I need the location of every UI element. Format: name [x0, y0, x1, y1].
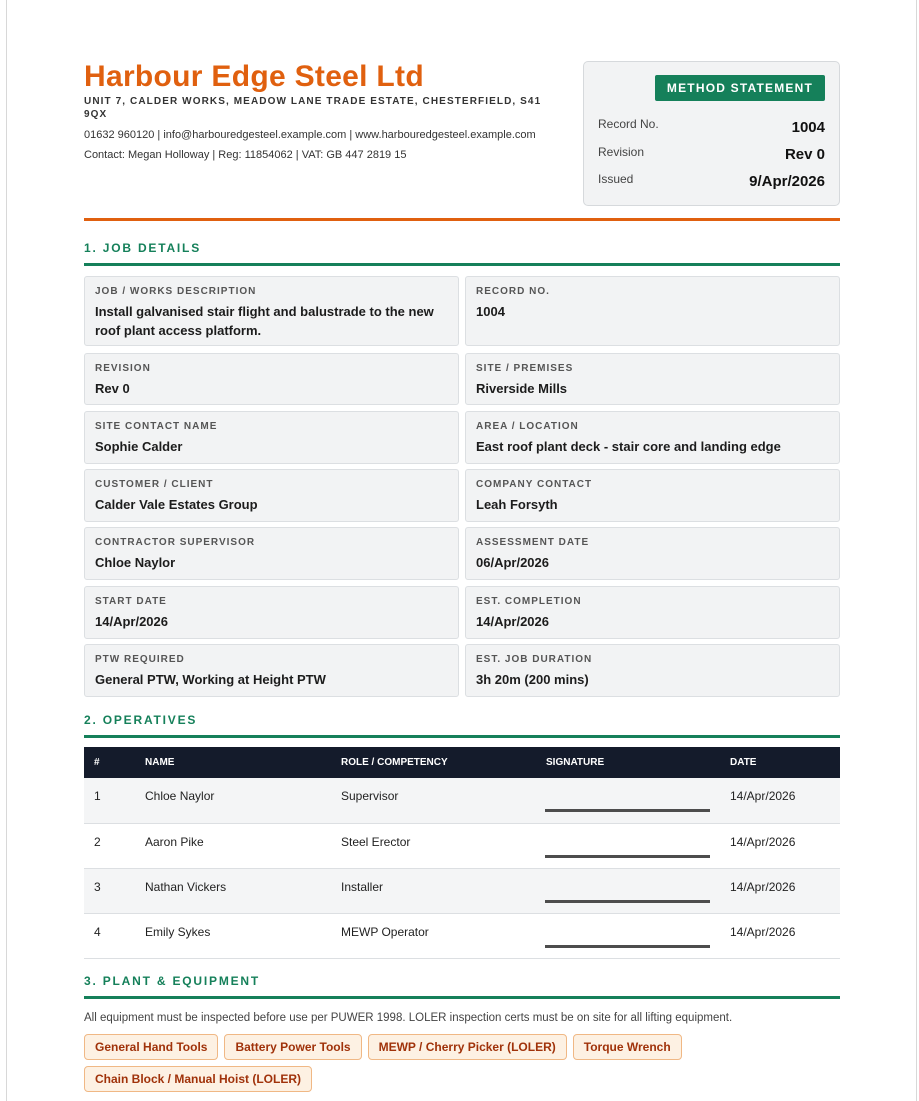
signature-line[interactable]	[545, 945, 710, 948]
field-value: 06/Apr/2026	[476, 555, 549, 570]
signature-line[interactable]	[545, 900, 710, 903]
company-registration-line: Contact: Megan Holloway | Reg: 11854062 | VAT: GB 447 2819 15	[84, 149, 407, 161]
company-address: UNIT 7, CALDER WORKS, MEADOW LANE TRADE ESTATE, CHESTERFIELD, S41 9QX	[84, 96, 542, 120]
field-label: REVISION	[95, 363, 151, 374]
equipment-note: All equipment must be inspected before use per PUWER 1998. LOLER inspection certs must be on site for all lifting equipment.	[84, 1012, 733, 1024]
equipment-chip: General Hand Tools	[84, 1034, 218, 1060]
issued-row	[598, 172, 825, 190]
field-customer-client	[84, 469, 459, 522]
field-label: PTW REQUIRED	[95, 654, 185, 665]
column-header-name: NAME	[135, 747, 331, 778]
field-label: EST. JOB DURATION	[476, 654, 593, 665]
table-row	[84, 868, 840, 913]
equipment-chip: Battery Power Tools	[224, 1034, 361, 1060]
signature-cell[interactable]	[536, 778, 720, 823]
operative-role: Steel Erector	[331, 823, 536, 868]
header-divider	[84, 218, 840, 221]
field-assessment-date	[465, 527, 840, 580]
field-value: Leah Forsyth	[476, 497, 558, 512]
equipment-chip: MEWP / Cherry Picker (LOLER)	[368, 1034, 567, 1060]
field-label: START DATE	[95, 596, 167, 607]
field-revision	[84, 353, 459, 405]
issued-value: 9/Apr/2026	[749, 173, 825, 190]
operative-name: Chloe Naylor	[135, 778, 331, 823]
table-row	[84, 913, 840, 958]
operative-role: Supervisor	[331, 778, 536, 823]
operatives-table	[84, 747, 840, 959]
record-value: 1004	[791, 119, 825, 136]
field-company-contact	[465, 469, 840, 522]
revision-row	[598, 145, 825, 163]
operative-date: 14/Apr/2026	[720, 913, 840, 958]
field-value: 3h 20m (200 mins)	[476, 672, 589, 687]
field-est-job-duration	[465, 644, 840, 697]
document-type-badge: METHOD STATEMENT	[655, 75, 825, 101]
field-est-completion	[465, 586, 840, 639]
operative-date: 14/Apr/2026	[720, 778, 840, 823]
field-value: General PTW, Working at Height PTW	[95, 672, 326, 687]
signature-line[interactable]	[545, 855, 710, 858]
row-number: 2	[84, 823, 135, 868]
column-header-role: ROLE / COMPETENCY	[331, 747, 536, 778]
column-header-date: DATE	[720, 747, 840, 778]
table-row	[84, 778, 840, 823]
equipment-chip-list	[84, 1034, 784, 1092]
field-label: JOB / WORKS DESCRIPTION	[95, 286, 257, 297]
row-number: 3	[84, 868, 135, 913]
record-row	[598, 117, 825, 136]
field-value: Riverside Mills	[476, 381, 568, 396]
field-value: 14/Apr/2026	[95, 614, 168, 629]
field-value: Install galvanised stair flight and balustrade to the new roof plant access platform.	[95, 304, 434, 338]
field-label: CONTRACTOR SUPERVISOR	[95, 537, 256, 548]
section-title-job-details: 1. JOB DETAILS	[84, 241, 840, 266]
field-area-location	[465, 411, 840, 464]
field-label: CUSTOMER / CLIENT	[95, 479, 214, 490]
signature-line[interactable]	[545, 809, 710, 812]
section-title-operatives: 2. OPERATIVES	[84, 713, 840, 738]
field-value: Rev 0	[95, 381, 130, 396]
company-contact-line: 01632 960120 | info@harbouredgesteel.example.com | www.harbouredgesteel.example.com	[84, 129, 536, 141]
record-label: Record No.	[598, 117, 659, 131]
field-value: East roof plant deck - stair core and landing edge	[476, 439, 781, 454]
field-ptw-required	[84, 644, 459, 697]
table-row	[84, 823, 840, 868]
equipment-chip: Torque Wrench	[573, 1034, 682, 1060]
field-site-contact	[84, 411, 459, 464]
column-header-number: #	[84, 747, 135, 778]
field-value: 1004	[476, 304, 505, 319]
document-page	[6, 0, 917, 1101]
field-value: Chloe Naylor	[95, 555, 176, 570]
field-label: EST. COMPLETION	[476, 596, 582, 607]
field-contractor-supervisor	[84, 527, 459, 580]
field-value: Calder Vale Estates Group	[95, 497, 258, 512]
operative-name: Emily Sykes	[135, 913, 331, 958]
column-header-signature: SIGNATURE	[536, 747, 720, 778]
company-header	[84, 60, 564, 162]
field-label: SITE / PREMISES	[476, 363, 574, 374]
field-value: Sophie Calder	[95, 439, 183, 454]
field-label: COMPANY CONTACT	[476, 479, 593, 490]
row-number: 4	[84, 913, 135, 958]
field-job-description	[84, 276, 459, 346]
table-header-row	[84, 747, 840, 778]
signature-cell[interactable]	[536, 868, 720, 913]
field-site-premises	[465, 353, 840, 405]
operative-name: Nathan Vickers	[135, 868, 331, 913]
operative-name: Aaron Pike	[135, 823, 331, 868]
field-label: RECORD NO.	[476, 286, 550, 297]
section-title-plant-equipment: 3. PLANT & EQUIPMENT	[84, 974, 840, 999]
operative-role: MEWP Operator	[331, 913, 536, 958]
issued-label: Issued	[598, 172, 634, 186]
revision-label: Revision	[598, 145, 645, 159]
revision-value: Rev 0	[784, 146, 825, 163]
field-label: SITE CONTACT NAME	[95, 421, 218, 432]
field-label: ASSESSMENT DATE	[476, 537, 590, 548]
equipment-chip: Chain Block / Manual Hoist (LOLER)	[84, 1066, 312, 1092]
operative-date: 14/Apr/2026	[720, 868, 840, 913]
row-number: 1	[84, 778, 135, 823]
field-start-date	[84, 586, 459, 639]
field-record-no	[465, 276, 840, 346]
signature-cell[interactable]	[536, 913, 720, 958]
field-label: AREA / LOCATION	[476, 421, 579, 432]
signature-cell[interactable]	[536, 823, 720, 868]
company-name: Harbour Edge Steel Ltd	[84, 60, 424, 93]
operative-role: Installer	[331, 868, 536, 913]
field-value: 14/Apr/2026	[476, 614, 549, 629]
document-info-box	[583, 61, 840, 206]
operative-date: 14/Apr/2026	[720, 823, 840, 868]
